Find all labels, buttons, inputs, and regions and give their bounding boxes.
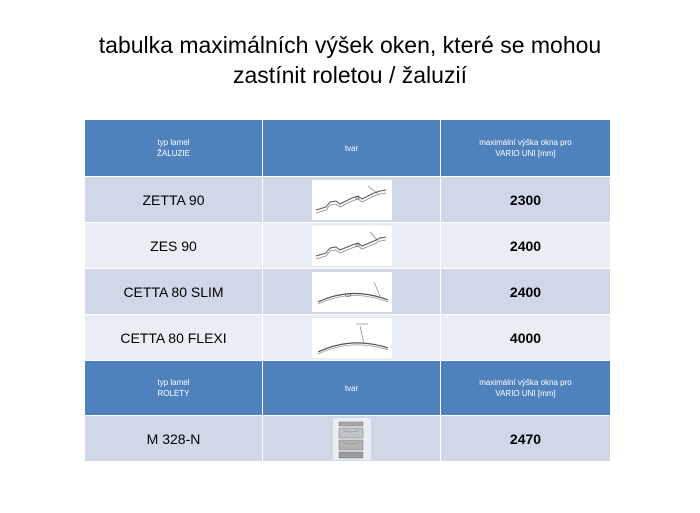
max-height-value: 2470	[441, 416, 611, 462]
header-type-label: typ lamel	[157, 378, 190, 387]
lamella-type: M 328-N	[85, 416, 263, 462]
max-height-value: 2300	[441, 177, 611, 223]
header-type-label: typ lamel	[157, 138, 190, 147]
header-max-height-label: maximální výška okna pro	[479, 138, 572, 147]
lamella-type: ZETTA 90	[85, 177, 263, 223]
roller-shutter-profile-icon	[333, 418, 371, 460]
table-row	[85, 223, 611, 269]
header-type-category: ŽALUZIE	[157, 149, 190, 158]
header-row-zaluzie	[85, 120, 611, 177]
table-row	[85, 177, 611, 223]
header-type	[85, 361, 263, 416]
header-shape: tvar	[263, 361, 441, 416]
page-title	[0, 30, 700, 90]
shape-cell	[263, 223, 441, 269]
lamella-type: CETTA 80 SLIM	[85, 269, 263, 315]
shape-cell	[263, 269, 441, 315]
shape-cell	[263, 315, 441, 361]
header-row-rolety	[85, 361, 611, 416]
lamella-type: CETTA 80 FLEXI	[85, 315, 263, 361]
header-max-height-label: maximální výška okna pro	[479, 378, 572, 387]
title-line-2: zastínit roletou / žaluzií	[233, 62, 467, 88]
shape-cell	[263, 177, 441, 223]
header-max-height	[441, 361, 611, 416]
header-max-height	[441, 120, 611, 177]
header-type	[85, 120, 263, 177]
zetta-lamella-profile-icon	[312, 180, 392, 220]
title-line-1: tabulka maximálních výšek oken, které se mohou	[98, 32, 602, 58]
table-row	[85, 416, 611, 462]
cetta-flexi-lamella-profile-icon	[312, 318, 392, 358]
header-max-height-unit: VARIO UNI [mm]	[495, 389, 556, 398]
header-type-category: ROLETY	[157, 389, 190, 398]
zes-lamella-profile-icon	[312, 226, 392, 266]
shape-cell	[263, 416, 441, 462]
table-row	[85, 315, 611, 361]
max-height-value: 2400	[441, 223, 611, 269]
cetta-slim-lamella-profile-icon	[312, 272, 392, 312]
lamella-type: ZES 90	[85, 223, 263, 269]
max-height-value: 2400	[441, 269, 611, 315]
lamella-table	[84, 119, 611, 462]
header-max-height-unit: VARIO UNI [mm]	[495, 149, 556, 158]
max-height-value: 4000	[441, 315, 611, 361]
table-row	[85, 269, 611, 315]
header-shape: tvar	[263, 120, 441, 177]
